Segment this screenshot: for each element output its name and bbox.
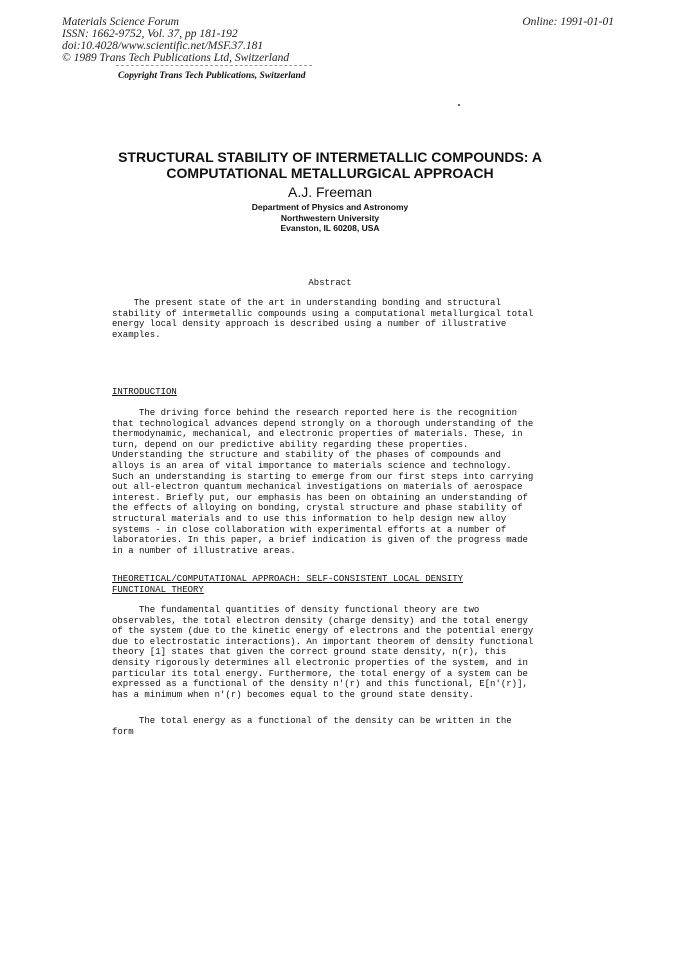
text-line: systems - in close collaboration with experimental efforts at a number of: [112, 524, 507, 535]
text-line: The total energy as a functional of the density can be written in the: [112, 716, 512, 726]
text-line: of the system (due to the kinetic energy of electrons and the potential energy: [112, 626, 534, 637]
online-date: Online: 1991-01-01: [522, 16, 614, 28]
text-line: examples.: [112, 329, 161, 340]
text-line: The fundamental quantities of density functional theory are two: [112, 605, 480, 615]
journal-copyright: © 1989 Trans Tech Publications Ltd, Switzerland: [62, 52, 290, 64]
text-line: turn, depend on our predictive ability regarding these properties.: [112, 439, 469, 450]
text-line: interest. Briefly put, our emphasis has been on obtaining an understanding of: [112, 492, 528, 503]
text-line: Such an understanding is starting to emerge from our first steps into carrying: [112, 471, 534, 482]
text-line: laboratories. In this paper, a brief indication is given of the progress made: [112, 535, 528, 546]
text-line: form: [112, 726, 134, 737]
paper-title-line: STRUCTURAL STABILITY OF INTERMETALLIC COMPOUNDS: A: [118, 149, 542, 165]
text-line: the effects of alloying on bonding, crystal structure and phase stability of: [112, 503, 523, 514]
abstract-body: [112, 298, 533, 340]
affiliation-line: Evanston, IL 60208, USA: [280, 223, 380, 233]
text-line: that technological advances depend strongly on a thorough understanding of the: [112, 418, 534, 429]
text-line: observables, the total electron density (charge density) and the total energy: [112, 615, 528, 626]
text-line: particular its total energy. Furthermore, the total energy of a system can be: [112, 668, 528, 679]
text-line: density rigorously determines all electronic properties of the system, and in: [112, 657, 528, 668]
text-line: The present state of the art in understanding bonding and structural: [112, 298, 501, 308]
text-line: due to electrostatic interactions). An important theorem of density functional: [112, 636, 534, 647]
theory-body: [112, 605, 533, 700]
paper-title: [100, 149, 560, 181]
speck-mark: [458, 104, 460, 106]
journal-issn: ISSN: 1662-9752, Vol. 37, pp 181-192: [62, 28, 238, 40]
text-line: structural materials and to use this information to help design new alloy: [112, 513, 507, 524]
heading-line: FUNCTIONAL THEORY: [112, 584, 204, 595]
text-line: out all-electron quantum mechanical investigations on materials of aerospace: [112, 482, 523, 493]
journal-metadata: [62, 16, 289, 64]
text-line: in a number of illustrative areas.: [112, 545, 296, 556]
author-name: A.J. Freeman: [287, 184, 373, 200]
introduction-body: [112, 408, 533, 556]
author-affiliation: [180, 202, 480, 234]
journal-doi[interactable]: doi:10.4028/www.scientific.net/MSF.37.181: [62, 40, 264, 52]
journal-name: Materials Science Forum: [62, 16, 179, 28]
text-line: has a minimum when n'(r) becomes equal to the ground state density.: [112, 689, 474, 700]
text-line: energy local density approach is described using a number of illustrative: [112, 319, 507, 330]
energy-paragraph: [112, 716, 512, 737]
text-line: alloys is an area of vital importance to materials science and technology.: [112, 460, 512, 471]
heading-line: THEORETICAL/COMPUTATIONAL APPROACH: SELF-CONSISTENT LOCAL DENSITY: [112, 574, 464, 584]
affiliation-line: Department of Physics and Astronomy: [251, 202, 409, 212]
paper-title-line: COMPUTATIONAL METALLURGICAL APPROACH: [166, 165, 494, 181]
text-line: The driving force behind the research reported here is the recognition: [112, 408, 518, 418]
text-line: thermodynamic, mechanical, and electronic properties of materials. These, in: [112, 429, 523, 440]
publisher-copyright: Copyright Trans Tech Publications, Switzerland: [118, 71, 306, 81]
text-line: expressed as a functional of the density n'(r) and this functional, E[n'(r)],: [112, 679, 528, 690]
introduction-heading: INTRODUCTION: [112, 387, 177, 397]
header-divider: [116, 65, 312, 66]
affiliation-line: Northwestern University: [280, 212, 380, 223]
text-line: theory [1] states that given the correct ground state density, n(r), this: [112, 647, 507, 658]
theory-heading: [112, 574, 463, 595]
text-line: Understanding the structure and stability of the phases of compounds and: [112, 450, 501, 461]
abstract-heading: Abstract: [308, 278, 352, 288]
text-line: stability of intermetallic compounds using a computational metallurgical total: [112, 308, 534, 319]
